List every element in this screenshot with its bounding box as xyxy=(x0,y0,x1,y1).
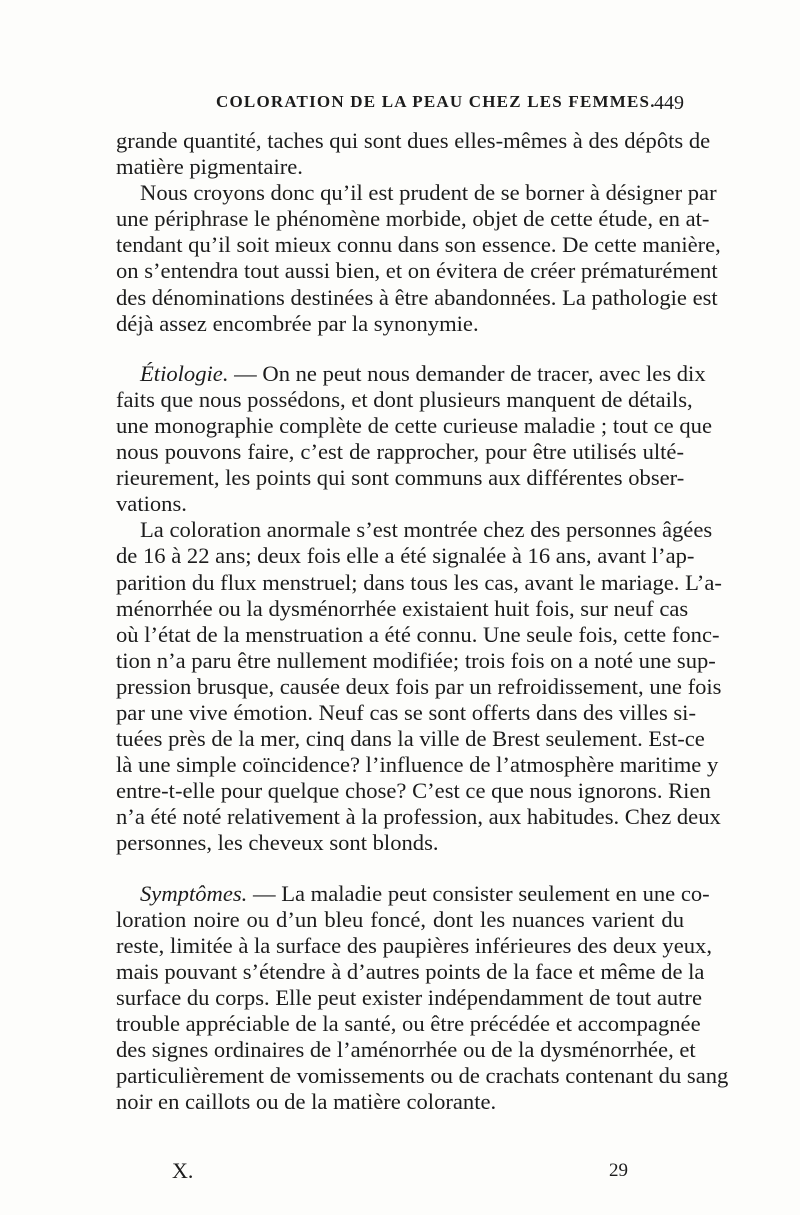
text-line xyxy=(116,880,710,907)
text-line: pression brusque, causée deux fois par un refroidissement, une fois xyxy=(116,673,722,699)
text-line: nous pouvons faire, c’est de rapprocher, pour être utilisés ulté- xyxy=(116,439,684,465)
paragraph-coloration xyxy=(116,517,722,856)
text-line: des signes ordinaires de l’aménorrhée ou de la dysménorrhée, et xyxy=(116,1037,696,1063)
page-footer xyxy=(172,1158,628,1186)
text-line: parition du flux menstruel; dans tous les cas, avant le mariage. L’a- xyxy=(116,569,722,595)
section-heading-etiologie: Étiologie. xyxy=(140,360,229,386)
running-title: COLORATION DE LA PEAU CHEZ LES FEMMES. xyxy=(216,92,656,111)
text-line: tendant qu’il soit mieux connu dans son essence. De cette manière, xyxy=(116,232,721,258)
text-line: n’a été noté relativement à la profession, aux habitudes. Chez deux xyxy=(116,804,721,830)
section-heading-symptomes: Symptômes. xyxy=(140,880,248,906)
text-line: par une vive émotion. Neuf cas se sont offerts dans des villes si- xyxy=(116,699,696,725)
text-line: trouble appréciable de la santé, ou être précédée et accompagnée xyxy=(116,1011,701,1036)
text-line: une périphrase le phénomène morbide, objet de cette étude, en at- xyxy=(116,206,710,232)
text-line: des dénominations destinées à être abandonnées. La pathologie est xyxy=(116,284,718,310)
text-line: une monographie complète de cette curieuse maladie ; tout ce que xyxy=(116,412,712,438)
text-line: où l’état de la menstruation a été connu. Une seule fois, cette fonc- xyxy=(116,621,720,647)
body-text xyxy=(116,128,729,1115)
section-spacer xyxy=(116,337,684,361)
text-line: tuées près de la mer, cinq dans la ville de Brest seulement. Est-ce xyxy=(116,726,705,752)
text-line: particulièrement de vomissements ou de crachats contenant du sang xyxy=(116,1063,729,1089)
signature-mark: X. xyxy=(172,1158,194,1183)
sheet-number: 29 xyxy=(609,1160,628,1181)
paragraph-continuation xyxy=(116,128,711,180)
text-line: déjà assez encombrée par la synonymie. xyxy=(116,310,479,336)
text-line: on s’entendra tout aussi bien, et on évitera de créer prématurément xyxy=(116,258,718,284)
text-line: grande quantité, taches qui sont dues elles-mêmes à des dépôts de xyxy=(116,128,711,153)
text-line xyxy=(116,360,706,387)
text-line-rest: — On ne peut nous demander de tracer, avec les dix xyxy=(228,360,706,386)
running-head xyxy=(116,92,684,116)
section-spacer xyxy=(116,857,684,881)
paragraph-symptomes xyxy=(116,880,729,1116)
text-line: matière pigmentaire. xyxy=(116,154,303,180)
text-line: mais pouvant s’étendre à d’autres points de la face et même de la xyxy=(116,958,705,984)
text-line: tion n’a paru être nullement modifiée; trois fois on a noté une sup- xyxy=(116,647,716,673)
text-line: faits que nous possédons, et dont plusieurs manquent de détails, xyxy=(116,386,693,412)
text-line: ménorrhée ou la dysménorrhée existaient huit fois, sur neuf cas xyxy=(116,595,689,621)
text-line: rieurement, les points qui sont communs aux différentes obser- xyxy=(116,465,685,491)
text-line: loration noire ou d’un bleu foncé, dont les nuances varient du xyxy=(116,906,684,932)
paragraph-prudence xyxy=(116,180,721,337)
paragraph-etiologie xyxy=(116,360,712,518)
text-line: de 16 à 22 ans; deux fois elle a été signalée à 16 ans, avant l’ap- xyxy=(116,543,695,569)
text-line: personnes, les cheveux sont blonds. xyxy=(116,830,439,856)
text-line: Nous croyons donc qu’il est prudent de se borner à désigner par xyxy=(140,180,717,206)
text-line: reste, limitée à la surface des paupières inférieures des deux yeux, xyxy=(116,932,712,958)
text-line: là une simple coïncidence? l’influence de l’atmosphère maritime y xyxy=(116,752,719,778)
text-line: La coloration anormale s’est montrée chez des personnes âgées xyxy=(140,517,713,543)
text-line-rest: — La maladie peut consister seulement en une co- xyxy=(247,880,710,906)
text-line: surface du corps. Elle peut exister indépendamment de tout autre xyxy=(116,984,702,1010)
text-line: noir en caillots ou de la matière colorante. xyxy=(116,1089,497,1115)
text-line: entre-t-elle pour quelque chose? C’est ce que nous ignorons. Rien xyxy=(116,778,711,804)
page-number: 449 xyxy=(654,92,684,114)
text-line: vations. xyxy=(116,491,187,517)
